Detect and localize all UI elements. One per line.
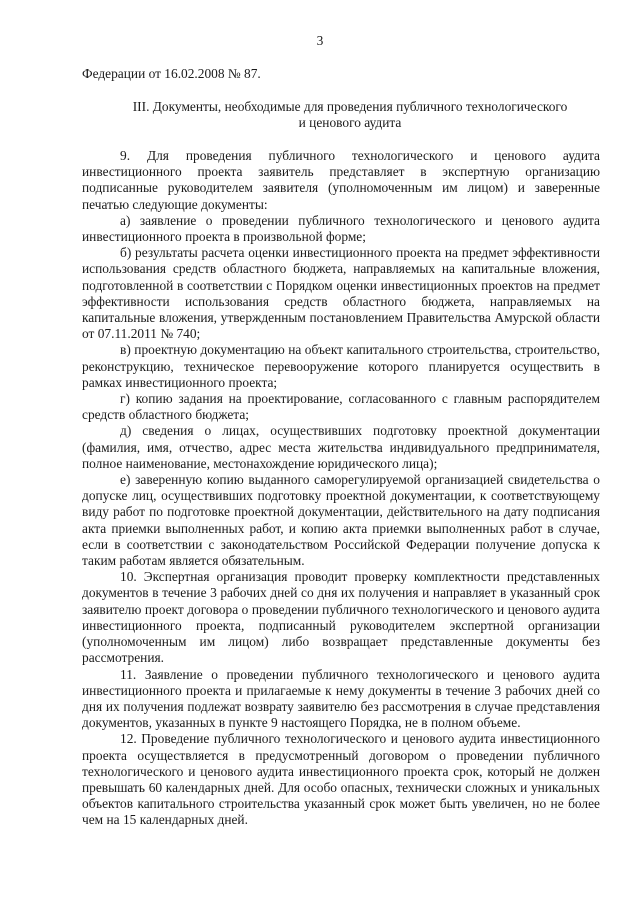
- page-number: 3: [316, 33, 324, 48]
- section-heading-line-1: III. Документы, необходимые для проведения публичного технологического: [132, 99, 568, 114]
- subitem-v: в) проектную документацию на объект капитального строительства, строительство, реконструкцию, техническое перевооружение которого планируется осуществить в рамках инвестиционного проекта;: [82, 342, 600, 390]
- lead-line: Федерации от 16.02.2008 № 87.: [82, 66, 261, 81]
- subitem-a: а) заявление о проведении публичного технологического и ценового аудита инвестиционного проекта в произвольной форме;: [82, 212, 600, 245]
- subitem-d: д) сведения о лицах, осуществивших подготовку проектной документации (фамилия, имя, отчество, адрес места жительства индивидуального предпринимателя, полное наименование, местонахождение юридического лица);: [82, 423, 600, 471]
- subitem-g: г) копию задания на проектирование, согласованного с главным распорядителем средств областного бюджета;: [82, 391, 600, 423]
- subitem-b: б) результаты расчета оценки инвестиционного проекта на предмет эффективности использования средств областного бюджета, направляемых на капитальные вложения, подготовленной в соответствии с Порядком оценки инвестиционных проектов на предмет эффективности использования средств областного бюджета, направляемых на капитальные вложения, утвержденным постановлением Правительства Амурской области от 07.11.2011 № 740;: [82, 245, 600, 342]
- paragraph-10: 10. Экспертная организация проводит проверку комплектности представленных документов в течение 3 рабочих дней со дня их получения и направляет в указанный срок заявителю проект договора о проведении публичного технологического и ценового аудита инвестиционного проекта, подписанный руководителем экспертной организации (уполномоченным им лицом) либо возвращает представленные документы без рассмотрения.: [82, 569, 600, 666]
- paragraph-12: 12. Проведение публичного технологического и ценового аудита инвестиционного проекта осуществляется в предусмотренный договором о проведении публичного технологического и ценового аудита инвестиционного проекта срок, который не должен превышать 60 календарных дней. Для особо опасных, технически сложных и уникальных объектов капитального строительства указанный срок может быть увеличен, но не более чем на 15 календарных дней.: [82, 731, 600, 828]
- paragraph-11: 11. Заявление о проведении публичного технологического и ценового аудита инвестиционного проекта и прилагаемые к нему документы в течение 3 рабочих дней со дня их получения подлежат возврату заявителю без рассмотрения в случае представления документов, указанных в пункте 9 настоящего Порядка, не в полном объеме.: [82, 666, 600, 731]
- section-heading-line-2: и ценового аудита: [298, 115, 402, 131]
- subitem-e: е) заверенную копию выданного саморегулируемой организацией свидетельства о допуске лиц, осуществивших подготовку проектной документации, к соответствующему виду работ по подготовке проектной документации, действительного на дату подписания акта приемки выполненных работ, и копию акта приемки выполненных работ в случае, если в соответствии с законодательством Российской Федерации получение допуска к таким работам является обязательным.: [82, 472, 600, 569]
- section-heading: [100, 99, 600, 131]
- document-body: [82, 148, 600, 829]
- paragraph-9: 9. Для проведения публичного технологического и ценового аудита инвестиционного проекта заявитель представляет в экспертную организацию подписанные руководителем заявителя (уполномоченным им лицом) и заверенные печатью следующие документы:: [82, 148, 600, 212]
